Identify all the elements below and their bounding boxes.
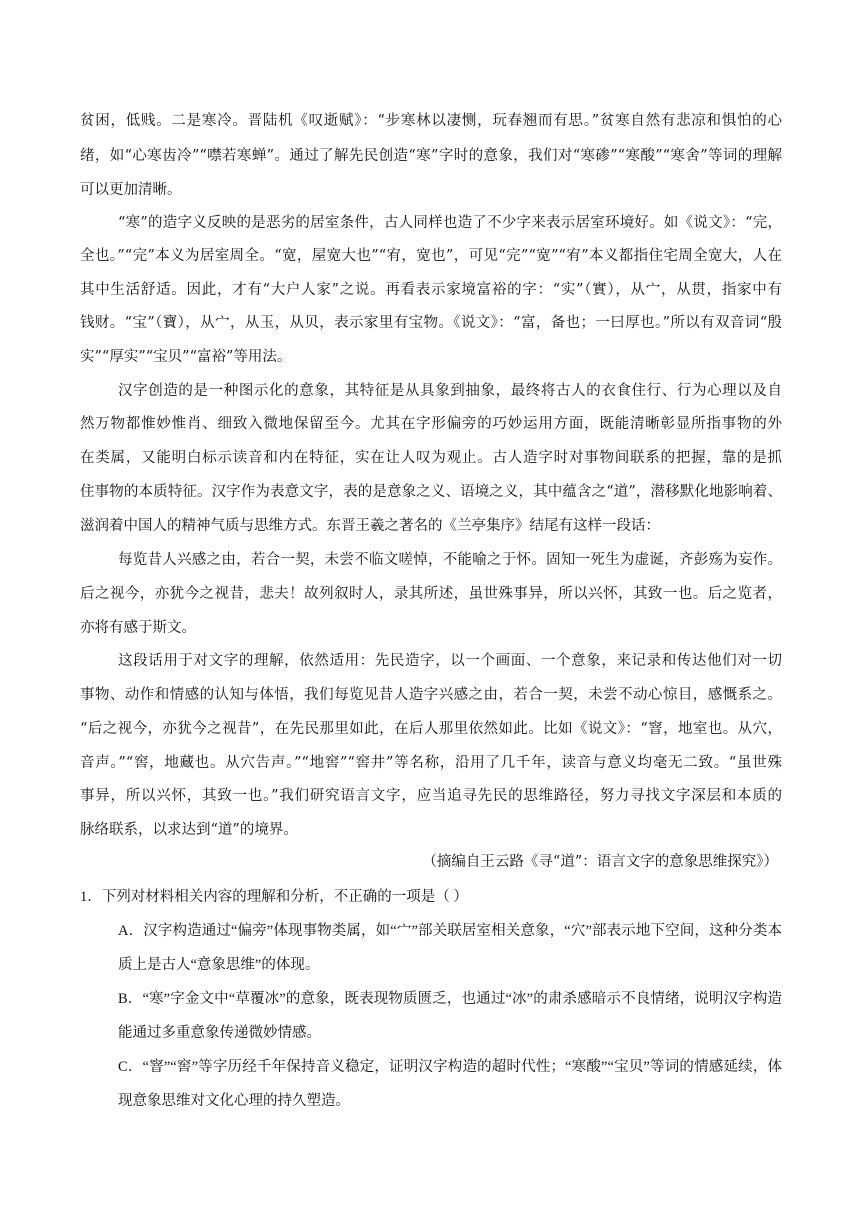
paragraph-line: 实”“厚实”“宝贝”“富裕”等用法。 — [80, 349, 292, 365]
option-a-continued: 质上是古人“意象思维”的体现。 — [118, 957, 320, 973]
option-b: B．“寒”字金文中“草覆冰”的意象，既表现物质匮乏，也通过“冰”的肃杀感暗示不良情绪，说明汉字构造 — [118, 991, 782, 1007]
source-attribution: （摘编自王云路《寻“道”：语言文字的意象思维探究》） — [422, 854, 778, 870]
paragraph-line: 住事物的本质特征。汉字作为表意文字，表的是意象之义、语境之义，其中蕴含之“道”，潜移默化地影响着、 — [80, 484, 782, 500]
paragraph-line: 钱财。“宝”（寶），从宀，从玉，从贝，表示家里有宝物。《说文》：“富，备也；一曰厚也。”所以有双音词“殷 — [80, 315, 782, 331]
paragraph-line: 绪，如“心寒齿冷”“噤若寒蝉”。通过了解先民创造“寒”字时的意象，我们对“寒碜”“寒酸”“寒舍”等词的理解 — [80, 148, 782, 164]
paragraph-line: 汉字创造的是一种图示化的意象，其特征是从具象到抽象，最终将古人的衣食住行、行为心理以及自 — [118, 383, 782, 399]
paragraph-line: “寒”的造字义反映的是恶劣的居室条件，古人同样也造了不少字来表示居室环境好。如《说文》：“完， — [118, 215, 782, 231]
paragraph-line: 可以更加清晰。 — [80, 182, 182, 198]
paragraph-line: 在类属，又能明白标示读音和内在特征，实在让人叹为观止。古人造字时对事物间联系的把握，靠的是抓 — [80, 450, 782, 466]
option-c-continued: 现意象思维对文化心理的持久塑造。 — [118, 1093, 350, 1109]
paragraph-line: 音声。”“窖，地藏也。从穴告声。”“地窖”“窖井”等名称，沿用了几千年，读音与意义均毫无二致。“虽世殊 — [80, 755, 782, 771]
paragraph-line: 全也。”“完”本义为居室周全。“宽，屋宽大也”“宥，宽也”，可见“完”“宽”“宥”本义都指住宅周全宽大，人在 — [80, 248, 782, 264]
paragraph-line: “后之视今，亦犹今之视昔”，在先民那里如此，在后人那里依然如此。比如《说文》：“窨，地室也。从穴， — [80, 721, 782, 737]
paragraph-line: 事物、动作和情感的认知与体悟，我们每览见昔人造字兴感之由，若合一契，未尝不动心惊目，感慨系之。 — [80, 687, 782, 703]
paragraph-line: 脉络联系，以求达到“道”的境界。 — [80, 822, 298, 838]
quote-line: 亦将有感于斯文。 — [80, 620, 196, 636]
quote-line: 后之视今，亦犹今之视昔，悲夫！故列叙时人，录其所述，虽世殊事异，所以兴怀，其致一也。后之览者， — [80, 586, 782, 602]
paragraph-line: 然万物都惟妙惟肖、细致入微地保留至今。尤其在字形偏旁的巧妙运用方面，既能清晰彰显所指事物的外 — [80, 416, 782, 432]
option-b-continued: 能通过多重意象传递微妙情感。 — [118, 1025, 321, 1041]
paragraph-line: 滋润着中国人的精神气质与思维方式。东晋王羲之著名的《兰亭集序》结尾有这样一段话： — [80, 518, 660, 534]
option-c: C．“窨”“窖”等字历经千年保持音义稳定，证明汉字构造的超时代性；“寒酸”“宝贝”等词的情感延续，体 — [118, 1059, 782, 1075]
option-a: A．汉字构造通过“偏旁”体现事物类属，如“宀”部关联居室相关意象，“穴”部表示地下空间，这种分类本 — [118, 923, 782, 939]
paragraph-line: 这段话用于对文字的理解，依然适用：先民造字，以一个画面、一个意象，来记录和传达他们对一切 — [118, 653, 782, 669]
question-stem: 1．下列对材料相关内容的理解和分析，不正确的一项是（ ） — [80, 889, 468, 905]
quote-line: 每览昔人兴感之由，若合一契，未尝不临文嗟悼，不能喻之于怀。固知一死生为虚诞，齐彭殇为妄作。 — [118, 552, 782, 568]
paragraph-line: 贫困，低贱。二是寒冷。晋陆机《叹逝赋》：“步寒林以凄恻，玩春翘而有思。”贫寒自然有悲凉和惧怕的心 — [80, 113, 782, 129]
paragraph-line: 其中生活舒适。因此，才有“大户人家”之说。再看表示家境富裕的字：“实”（實），从宀，从贯，指家中有 — [80, 282, 782, 298]
paragraph-line: 事异，所以兴怀，其致一也。”我们研究语言文字，应当追寻先民的思维路径，努力寻找文字深层和本质的 — [80, 788, 782, 804]
